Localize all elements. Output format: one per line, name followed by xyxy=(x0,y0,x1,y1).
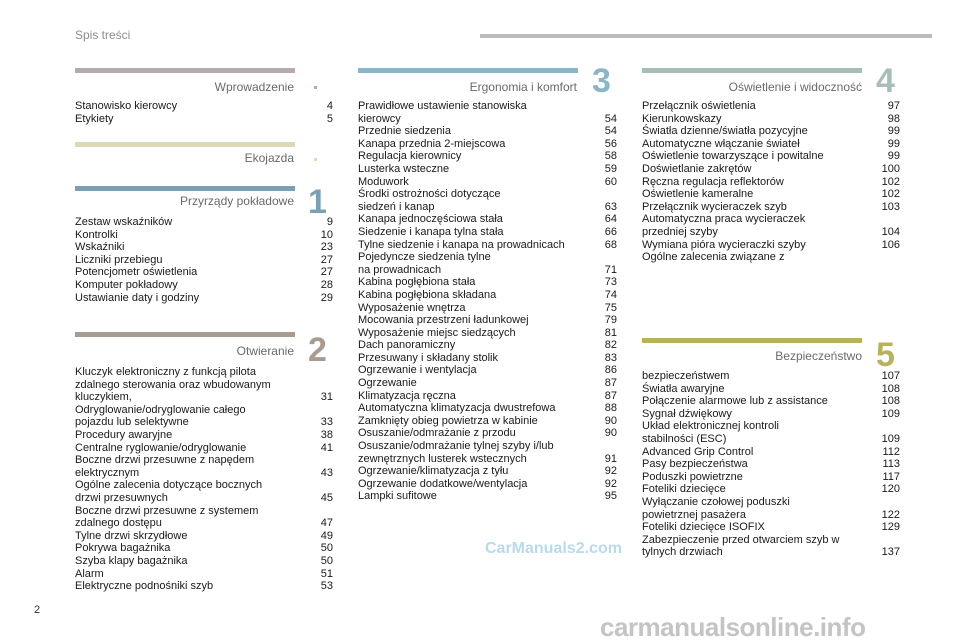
toc-entry-label: Regulacja kierownicy xyxy=(358,150,462,163)
toc-entry-page: 41 xyxy=(320,441,333,454)
toc-entry-page: 29 xyxy=(320,291,333,304)
toc-entry[interactable] xyxy=(75,366,333,404)
toc-entry-label: Foteliki dziecięce xyxy=(642,483,726,496)
toc-entry[interactable] xyxy=(358,302,617,315)
toc-entry[interactable] xyxy=(642,446,900,459)
toc-entry-label: Szyba klapy bagażnika xyxy=(75,554,188,567)
toc-entry[interactable] xyxy=(75,292,333,305)
toc-entry-label: Centralne ryglowanie/odryglowanie xyxy=(75,441,247,454)
toc-entry-label: Wyposażenie miejsc siedzących xyxy=(358,326,516,339)
toc-list xyxy=(75,100,333,125)
toc-entry-page: 81 xyxy=(604,326,617,339)
toc-entry-page: 43 xyxy=(320,466,333,479)
toc-entry[interactable] xyxy=(642,471,900,484)
toc-entry[interactable] xyxy=(358,377,617,390)
toc-list xyxy=(642,100,900,264)
toc-entry-label: Dach panoramiczny xyxy=(358,339,456,352)
toc-entry-page: 97 xyxy=(887,100,900,112)
toc-entry[interactable] xyxy=(75,429,333,442)
toc-entry-page: 73 xyxy=(604,276,617,289)
toc-entry-page: 82 xyxy=(604,339,617,352)
toc-entry-page: 74 xyxy=(604,288,617,301)
toc-entry[interactable] xyxy=(358,390,617,403)
toc-entry[interactable] xyxy=(75,229,333,242)
toc-entry-label: Kanapa przednia 2-miejscowa xyxy=(358,137,506,150)
toc-entry[interactable] xyxy=(642,150,900,163)
toc-entry-label: Oświetlenie kameralne xyxy=(642,188,754,201)
toc-entry-page: 47 xyxy=(320,517,333,530)
toc-entry-page: 50 xyxy=(320,554,333,567)
toc-entry-page: 99 xyxy=(887,137,900,150)
toc-entry[interactable] xyxy=(642,163,900,176)
toc-entry-page: 129 xyxy=(881,521,900,534)
toc-entry-label: Foteliki dziecięce ISOFIX xyxy=(642,521,765,534)
toc-entry-page: 88 xyxy=(604,402,617,415)
toc-entry-page: 38 xyxy=(320,428,333,441)
toc-entry[interactable] xyxy=(358,352,617,365)
toc-entry-label: Tylne drzwi skrzydłowe xyxy=(75,529,188,542)
toc-entry-page: 92 xyxy=(604,465,617,478)
toc-entry[interactable] xyxy=(642,420,900,445)
toc-entry-page: 102 xyxy=(881,188,900,201)
toc-entry-label: Oświetlenie towarzyszące i powitalne xyxy=(642,150,824,163)
toc-entry[interactable] xyxy=(75,241,333,254)
toc-entry-label: Połączenie alarmowe lub z assistance xyxy=(642,395,828,408)
toc-entry-page: 31 xyxy=(320,391,333,404)
page-number: 2 xyxy=(34,604,41,616)
watermark-carmanualsonline: carmanualsonline.info xyxy=(600,612,866,642)
toc-entry-page: 86 xyxy=(604,364,617,377)
toc-entry-label: Poduszki powietrzne xyxy=(642,470,743,483)
section-title: Wprowadzenie xyxy=(214,80,294,94)
toc-entry[interactable] xyxy=(358,239,617,252)
toc-entry-page: 108 xyxy=(881,382,900,395)
toc-entry-label: Sygnał dźwiękowy xyxy=(642,407,732,420)
toc-entry-page: 106 xyxy=(881,238,900,251)
toc-entry-page: 63 xyxy=(604,200,617,213)
toc-entry-label: Klimatyzacja ręczna xyxy=(358,389,456,402)
section-bar xyxy=(75,186,295,191)
toc-entry-page: 9 xyxy=(326,216,333,228)
toc-entry-page: 79 xyxy=(604,314,617,327)
toc-entry[interactable] xyxy=(358,188,617,213)
toc-entry[interactable] xyxy=(358,251,617,276)
toc-entry-page: 98 xyxy=(887,112,900,125)
section-number: 5 xyxy=(876,336,895,374)
toc-entry-label: Alarm xyxy=(75,567,104,580)
toc-entry-label: Osuszanie/odmrażanie z przodu xyxy=(358,427,516,440)
toc-entry-label: Automatyczna praca wycieraczek przedniej szyby xyxy=(642,213,806,238)
toc-entry-page: 27 xyxy=(320,266,333,279)
section-title: Ergonomia i komfort xyxy=(469,80,577,94)
toc-entry[interactable] xyxy=(642,176,900,189)
toc-entry[interactable] xyxy=(642,521,900,534)
toc-entry-page: 112 xyxy=(882,445,900,458)
toc-entry-label: Ogólne zalecenia dotyczące bocznych drzwi przesuwnych xyxy=(75,479,263,504)
toc-entry-label: Ogrzewanie dodatkowe/wentylacja xyxy=(358,477,528,490)
toc-entry-label: Advanced Grip Control xyxy=(642,445,754,458)
section-number: 1 xyxy=(308,183,327,221)
toc-list xyxy=(75,216,333,304)
toc-entry[interactable] xyxy=(75,442,333,455)
toc-entry-page: 49 xyxy=(320,529,333,542)
toc-entry-page: 99 xyxy=(887,125,900,138)
toc-entry[interactable] xyxy=(358,339,617,352)
toc-entry-label: Siedzenie i kanapa tylna stała xyxy=(358,225,504,238)
toc-entry-label: Ręczna regulacja reflektorów xyxy=(642,175,784,188)
toc-entry[interactable] xyxy=(642,496,900,521)
toc-entry-label: Pojedyncze siedzenia tylne na prowadnicach xyxy=(358,251,491,276)
toc-entry[interactable] xyxy=(75,100,333,113)
toc-entry-page: 10 xyxy=(320,228,333,241)
toc-entry-page: 51 xyxy=(320,567,333,580)
toc-entry-page: 27 xyxy=(320,253,333,266)
toc-entry[interactable] xyxy=(358,163,617,176)
toc-entry-page: 68 xyxy=(604,238,617,251)
toc-entry[interactable] xyxy=(358,176,617,189)
toc-list xyxy=(642,370,900,559)
toc-entry-page: 117 xyxy=(882,470,900,483)
toc-entry[interactable] xyxy=(358,402,617,415)
toc-entry[interactable] xyxy=(75,113,333,126)
toc-entry-page: 5 xyxy=(326,112,333,125)
toc-entry-label: Lampki sufitowe xyxy=(358,490,437,503)
toc-entry-page: 108 xyxy=(881,395,900,408)
toc-entry-label: Stanowisko kierowcy xyxy=(75,100,178,112)
toc-entry-label: Kabina pogłębiona składana xyxy=(358,288,497,301)
toc-entry-label: Lusterka wsteczne xyxy=(358,162,450,175)
section-bar xyxy=(75,68,295,73)
toc-entry-label: Komputer pokładowy xyxy=(75,278,178,291)
toc-entry-label: Prawidłowe ustawienie stanowiska kierowcy xyxy=(358,100,527,125)
toc-entry-label: Wskaźniki xyxy=(75,241,125,254)
toc-entry-page: 109 xyxy=(881,407,900,420)
section-bar xyxy=(75,142,295,147)
toc-entry-label: Kabina pogłębiona stała xyxy=(358,276,476,289)
toc-entry-label: Wymiana pióra wycieraczki szyby xyxy=(642,238,806,251)
toc-entry-label: Mocowania przestrzeni ładunkowej xyxy=(358,314,529,327)
section-title: Otwieranie xyxy=(236,344,294,358)
section-marker xyxy=(314,86,317,89)
toc-entry[interactable] xyxy=(75,530,333,543)
toc-entry[interactable] xyxy=(358,276,617,289)
toc-entry[interactable] xyxy=(358,327,617,340)
toc-entry-label: Kierunkowskazy xyxy=(642,112,722,125)
watermark-carmanuals: CarManuals2.com xyxy=(485,540,622,557)
toc-entry[interactable] xyxy=(75,580,333,593)
header-rule xyxy=(480,34,932,38)
toc-entry[interactable] xyxy=(75,505,333,530)
toc-entry-label: Zestaw wskaźników xyxy=(75,216,173,228)
toc-entry[interactable] xyxy=(358,150,617,163)
toc-entry-page: 100 xyxy=(881,162,900,175)
toc-entry-label: Ogrzewanie i wentylacja xyxy=(358,364,477,377)
toc-entry[interactable] xyxy=(75,266,333,279)
toc-entry-label: Zabezpieczenie przed otwarciem szyb w tylnych drzwiach xyxy=(642,533,840,559)
section-bar xyxy=(642,68,862,73)
toc-entry-page: 58 xyxy=(604,150,617,163)
section-title: Oświetlenie i widoczność xyxy=(728,80,862,94)
toc-entry-page: 54 xyxy=(604,125,617,138)
section-bar xyxy=(75,332,295,337)
toc-entry[interactable] xyxy=(358,226,617,239)
toc-entry-label: Ustawianie daty i godziny xyxy=(75,291,200,304)
section-bar xyxy=(358,68,578,73)
section-number: 3 xyxy=(592,62,611,100)
toc-entry-label: Układ elektronicznej kontroli stabilności (ESC) xyxy=(642,420,779,445)
toc-entry[interactable] xyxy=(642,201,900,214)
toc-entry-page: 53 xyxy=(320,580,333,593)
toc-entry[interactable] xyxy=(75,479,333,504)
toc-entry-label: Ogrzewanie/klimatyzacja z tyłu xyxy=(358,465,509,478)
toc-entry[interactable] xyxy=(358,213,617,226)
toc-entry[interactable] xyxy=(642,188,900,201)
toc-entry[interactable] xyxy=(358,415,617,428)
toc-entry-page: 83 xyxy=(604,351,617,364)
toc-entry-label: Światła awaryjne xyxy=(642,382,725,395)
toc-entry[interactable] xyxy=(75,542,333,555)
toc-entry-label: Środki ostrożności dotyczące siedzeń i kanap xyxy=(358,188,501,213)
toc-entry-label: Procedury awaryjne xyxy=(75,428,173,441)
toc-entry-page: 109 xyxy=(881,432,900,445)
toc-entry-page: 33 xyxy=(320,416,333,429)
toc-entry-label: Moduwork xyxy=(358,175,409,188)
toc-entry-page: 137 xyxy=(881,546,900,559)
toc-entry-page: 71 xyxy=(604,263,617,276)
toc-entry-label: Kluczyk elektroniczny z funkcją pilota zdalnego sterowania oraz wbudowanym kluczykiem, xyxy=(75,366,271,404)
toc-entry-page: 28 xyxy=(320,278,333,291)
toc-entry[interactable] xyxy=(75,404,333,429)
toc-entry-label: bezpieczeństwem xyxy=(642,370,730,382)
toc-entry-page: 50 xyxy=(320,542,333,555)
toc-entry[interactable] xyxy=(358,440,617,465)
toc-entry-page: 99 xyxy=(887,150,900,163)
toc-list xyxy=(75,366,333,593)
toc-entry-label: Doświetlanie zakrętów xyxy=(642,162,752,175)
toc-entry[interactable] xyxy=(642,395,900,408)
toc-entry[interactable] xyxy=(358,364,617,377)
toc-entry[interactable] xyxy=(642,125,900,138)
toc-entry-label: Ogólne zalecenia związane z xyxy=(642,251,785,264)
toc-entry-page: 66 xyxy=(604,225,617,238)
toc-entry-page: 87 xyxy=(604,377,617,390)
toc-entry[interactable] xyxy=(642,458,900,471)
toc-entry-page: 64 xyxy=(604,213,617,226)
toc-entry[interactable] xyxy=(642,138,900,151)
toc-entry[interactable] xyxy=(358,465,617,478)
toc-entry[interactable] xyxy=(642,383,900,396)
toc-entry-page: 90 xyxy=(604,427,617,440)
page-header-title: Spis treści xyxy=(75,28,131,42)
toc-entry-page: 23 xyxy=(320,241,333,254)
toc-entry-label: Kontrolki xyxy=(75,228,118,241)
toc-entry-label: Automatyczne włączanie świateł xyxy=(642,137,800,150)
toc-entry-label: Boczne drzwi przesuwne z systemem zdalnego dostępu xyxy=(75,504,259,530)
toc-entry[interactable] xyxy=(642,251,900,264)
toc-entry[interactable] xyxy=(358,138,617,151)
toc-entry-label: Elektryczne podnośniki szyb xyxy=(75,580,214,593)
toc-entry[interactable] xyxy=(358,100,617,125)
toc-entry[interactable] xyxy=(75,216,333,229)
toc-entry-page: 59 xyxy=(604,162,617,175)
toc-list xyxy=(358,100,617,503)
toc-entry-label: Automatyczna klimatyzacja dwustrefowa xyxy=(358,402,556,415)
toc-entry[interactable] xyxy=(642,370,900,383)
toc-entry-label: Liczniki przebiegu xyxy=(75,253,163,266)
toc-entry-page: 75 xyxy=(604,301,617,314)
toc-entry-page: 107 xyxy=(881,370,900,382)
toc-entry[interactable] xyxy=(358,478,617,491)
section-number: 4 xyxy=(876,62,895,100)
toc-entry-label: Boczne drzwi przesuwne z napędem elektrycznym xyxy=(75,454,255,479)
section-title: Ekojazda xyxy=(244,151,294,165)
toc-entry-label: Przednie siedzenia xyxy=(358,125,451,138)
toc-entry[interactable] xyxy=(75,254,333,267)
toc-entry-page: 113 xyxy=(882,458,900,471)
toc-entry-label: Etykiety xyxy=(75,112,114,125)
toc-entry-page: 103 xyxy=(881,200,900,213)
toc-entry-label: Odryglowanie/odryglowanie całego pojazdu lub selektywne xyxy=(75,403,246,429)
toc-entry-page: 4 xyxy=(326,100,333,112)
toc-entry-page: 104 xyxy=(881,225,900,238)
toc-entry[interactable] xyxy=(642,534,900,559)
toc-entry-label: Pasy bezpieczeństwa xyxy=(642,458,748,471)
toc-entry[interactable] xyxy=(642,100,900,113)
toc-entry-label: Światła dzienne/światła pozycyjne xyxy=(642,125,808,138)
toc-entry-page: 102 xyxy=(881,175,900,188)
section-title: Przyrządy pokładowe xyxy=(179,194,294,208)
toc-entry-page: 87 xyxy=(604,389,617,402)
toc-entry[interactable] xyxy=(642,213,900,238)
toc-entry[interactable] xyxy=(75,555,333,568)
toc-entry-page: 60 xyxy=(604,175,617,188)
section-marker xyxy=(314,158,317,161)
toc-entry-label: Przełącznik wycieraczek szyb xyxy=(642,200,787,213)
toc-entry-label: Osuszanie/odmrażanie tylnej szyby i/lub zewnętrznych lusterek wstecznych xyxy=(358,440,554,465)
section-title: Bezpieczeństwo xyxy=(775,349,862,363)
toc-entry[interactable] xyxy=(75,568,333,581)
toc-entry[interactable] xyxy=(358,427,617,440)
section-number: 2 xyxy=(308,331,327,369)
toc-entry-page: 56 xyxy=(604,137,617,150)
toc-entry-label: Pokrywa bagażnika xyxy=(75,542,171,555)
toc-entry-page: 92 xyxy=(604,477,617,490)
toc-entry-label: Przełącznik oświetlenia xyxy=(642,100,756,112)
toc-entry-page: 45 xyxy=(320,491,333,504)
toc-entry-label: Wyłączanie czołowej poduszki powietrznej pasażera xyxy=(642,495,790,521)
toc-entry-page: 120 xyxy=(881,483,900,496)
toc-entry[interactable] xyxy=(642,408,900,421)
toc-entry-page: 90 xyxy=(604,414,617,427)
toc-entry-label: Ogrzewanie xyxy=(358,377,417,390)
toc-entry-page: 122 xyxy=(881,508,900,521)
toc-entry[interactable] xyxy=(358,125,617,138)
toc-entry[interactable] xyxy=(642,483,900,496)
toc-entry-label: Potencjometr oświetlenia xyxy=(75,266,198,279)
toc-entry[interactable] xyxy=(642,113,900,126)
toc-entry-page: 95 xyxy=(604,490,617,503)
toc-entry-label: Tylne siedzenie i kanapa na prowadnicach xyxy=(358,238,565,251)
toc-entry-page: 54 xyxy=(604,112,617,125)
toc-entry[interactable] xyxy=(358,314,617,327)
toc-entry-label: Zamknięty obieg powietrza w kabinie xyxy=(358,414,538,427)
toc-entry-page: 91 xyxy=(604,452,617,465)
toc-entry[interactable] xyxy=(75,454,333,479)
toc-entry-label: Kanapa jednoczęściowa stała xyxy=(358,213,503,226)
toc-entry[interactable] xyxy=(642,239,900,252)
toc-entry[interactable] xyxy=(75,279,333,292)
section-bar xyxy=(642,338,862,343)
toc-entry-label: Wyposażenie wnętrza xyxy=(358,301,466,314)
toc-entry-label: Przesuwany i składany stolik xyxy=(358,351,499,364)
toc-entry[interactable] xyxy=(358,289,617,302)
toc-entry[interactable] xyxy=(358,490,617,503)
